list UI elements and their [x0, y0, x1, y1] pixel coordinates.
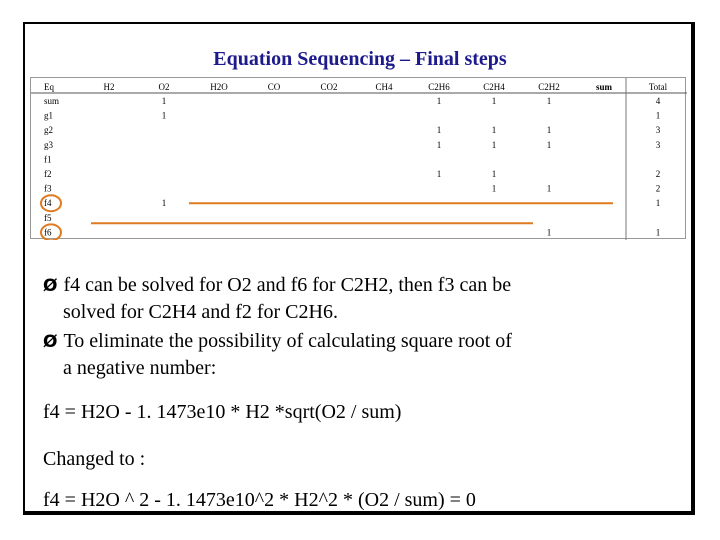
table-cell: 1: [491, 169, 497, 179]
table-cell: 1: [436, 125, 442, 136]
equation-table-graphic: [31, 78, 687, 240]
equation-original: f4 = H2O - 1. 1473e10 * H2 *sqrt(O2 / sum): [43, 401, 402, 423]
table-row-label: f2: [44, 169, 52, 179]
equation-table: [30, 77, 686, 239]
bullet-1: [43, 272, 511, 325]
bullet-2-line-2: a negative number:: [63, 357, 217, 379]
table-cell: 1: [546, 96, 552, 106]
table-row-label: sum: [44, 96, 60, 106]
table-header-cell: Total: [648, 82, 668, 92]
table-cell: 4: [655, 96, 661, 106]
table-header-cell: CH4: [375, 82, 393, 92]
table-cell: 1: [491, 125, 497, 136]
table-cell: 1: [655, 198, 661, 209]
table-cell: 1: [161, 198, 167, 209]
bullet-2: [43, 328, 512, 381]
table-cell: 1: [491, 183, 497, 194]
table-cell: 3: [655, 139, 661, 150]
bullet-marker-icon: Ø: [43, 276, 58, 296]
table-cell: 1: [436, 169, 442, 179]
table-header-cell: C2H6: [428, 82, 450, 92]
table-header-cell: C2H2: [538, 82, 560, 92]
table-cell: 1: [491, 96, 497, 106]
table-cell: 1: [491, 139, 497, 150]
table-cell: 2: [655, 169, 661, 179]
bullet-1-line-2: solved for C2H4 and f2 for C2H6.: [63, 301, 338, 323]
table-header-cell: H2O: [210, 82, 228, 92]
table-cell: 1: [436, 139, 442, 150]
table-row-label: g1: [44, 110, 53, 121]
bullet-2-line-1: To eliminate the possibility of calculating square root of: [63, 330, 512, 352]
table-header-cell: C2H4: [483, 82, 505, 92]
changed-to-label: Changed to :: [43, 448, 146, 470]
bullet-1-line-1: f4 can be solved for O2 and f6 for C2H2, then f3 can be: [63, 274, 512, 296]
equation-changed: f4 = H2O ^ 2 - 1. 1473e10^2 * H2^2 * (O2 / sum) = 0: [43, 489, 476, 511]
table-cell: 1: [161, 110, 167, 121]
table-cell: 1: [655, 227, 661, 238]
table-row-label: f4: [44, 198, 52, 209]
table-cell: 1: [655, 110, 661, 121]
table-header-cell: H2: [103, 82, 115, 92]
table-header-cell: O2: [158, 82, 170, 92]
table-cell: 1: [546, 227, 552, 238]
table-header-cell: Eq: [44, 82, 54, 92]
table-row-label: f1: [44, 154, 52, 165]
table-row-label: f3: [44, 183, 52, 194]
table-cell: 1: [436, 96, 442, 106]
table-row-label: f6: [44, 227, 52, 238]
table-cell: 1: [546, 125, 552, 136]
table-row-label: g2: [44, 125, 53, 136]
table-header-cell: CO: [267, 82, 281, 92]
table-cell: 3: [655, 125, 661, 136]
table-cell: 1: [546, 183, 552, 194]
table-row-label: g3: [44, 139, 53, 150]
bullet-marker-icon: Ø: [43, 332, 58, 352]
slide-title: Equation Sequencing – Final steps: [213, 48, 507, 70]
table-cell: 1: [161, 96, 167, 106]
table-header-cell: CO2: [320, 82, 338, 92]
table-cell: 1: [546, 139, 552, 150]
table-row-label: f5: [44, 212, 52, 223]
table-header-cell: sum: [595, 82, 613, 92]
table-cell: 2: [655, 183, 661, 194]
